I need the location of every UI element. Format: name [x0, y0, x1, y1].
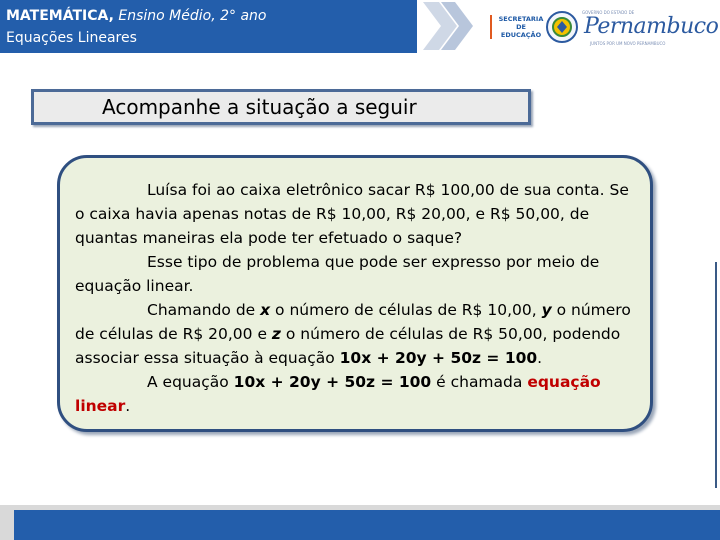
brand-sub: JUNTOS POR UM NOVO PERNAMBUCO	[590, 41, 666, 46]
p4-b: é chamada	[431, 373, 528, 391]
header-bar	[0, 0, 720, 53]
p3-b: o número de células de R$ 10,00,	[270, 301, 542, 319]
title-box	[31, 89, 531, 125]
p3-d: o número de células de R$ 50,00, podendo associar essa situação à equação	[75, 325, 621, 367]
topic-label: Equações Lineares	[6, 30, 137, 46]
paragraph-2	[75, 250, 635, 298]
equation-2: 10x + 20y + 50z = 100	[233, 373, 432, 391]
subject-label: MATEMÁTICA,	[6, 8, 114, 24]
p3-end: .	[537, 349, 543, 367]
highlight-term: equação linear	[75, 373, 601, 415]
p4-end: .	[125, 397, 131, 415]
brand-name: Pernambuco	[584, 14, 719, 39]
paragraph-3	[75, 298, 635, 370]
paragraph-1-text: Luísa foi ao caixa eletrônico sacar R$ 100,00 de sua conta. Se o caixa havia apenas notas de R$ 10,00, R$ 20,00, e R$ 50,00, de quantas maneiras ela pode ter efetuado o saque?	[75, 181, 629, 247]
p3-c: o número de células de R$ 20,00 e	[75, 301, 631, 343]
slide-title: Acompanhe a situação a seguir	[102, 95, 417, 119]
coat-of-arms-icon	[545, 10, 579, 44]
equation-1: 10x + 20y + 50z = 100	[339, 349, 538, 367]
var-y: y	[541, 301, 552, 319]
var-x: x	[260, 301, 271, 319]
secretaria-line2: DE EDUCAÇÃO	[500, 23, 542, 39]
chevrons-icon	[423, 2, 483, 50]
footer-blue-bar	[14, 510, 720, 540]
side-divider	[715, 262, 717, 488]
secretaria-line1: SECRETARIA	[498, 15, 544, 23]
level-label: Ensino Médio, 2° ano	[113, 8, 267, 24]
secretaria-logo	[490, 15, 547, 39]
var-z: z	[271, 325, 281, 343]
pernambuco-logo	[582, 10, 719, 46]
p4-a: A equação	[147, 373, 234, 391]
brand-top: GOVERNO DO ESTADO DE	[582, 10, 635, 15]
paragraph-2-text: Esse tipo de problema que pode ser expresso por meio de equação linear.	[75, 253, 600, 295]
header-text	[6, 5, 266, 49]
content-text	[75, 178, 635, 418]
paragraph-4	[75, 370, 635, 418]
p3-a: Chamando de	[147, 301, 261, 319]
paragraph-1	[75, 178, 635, 250]
